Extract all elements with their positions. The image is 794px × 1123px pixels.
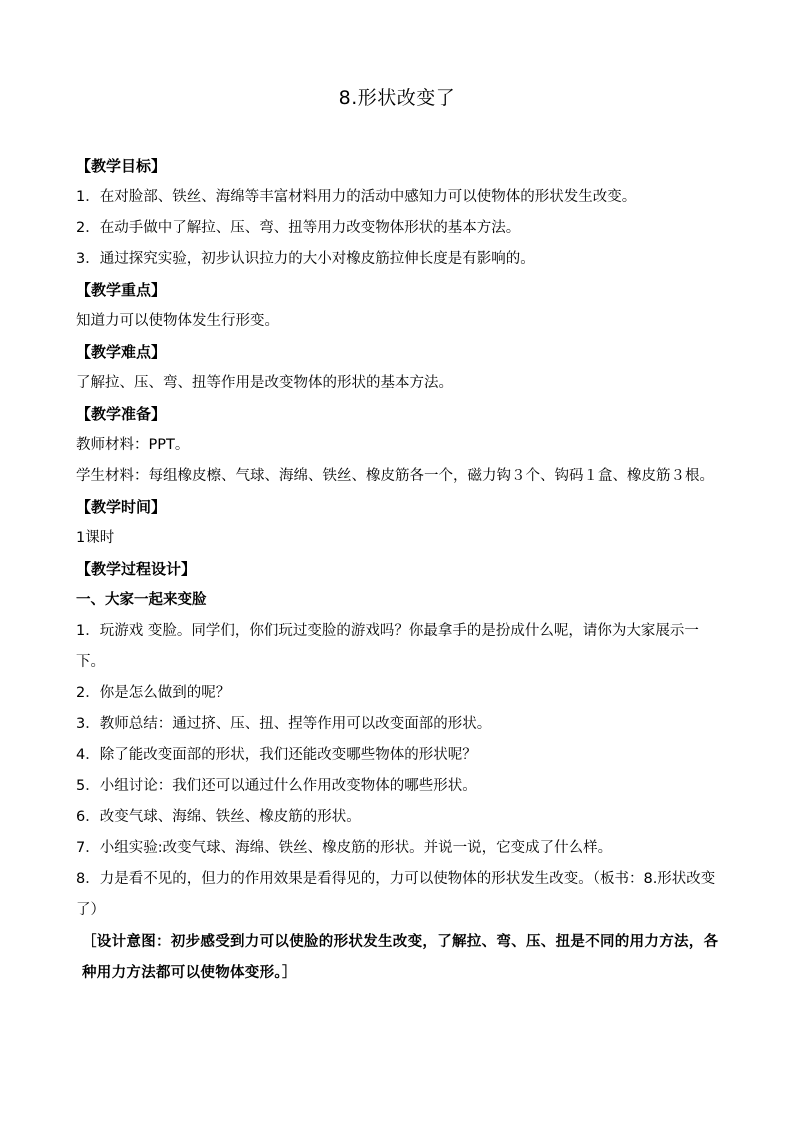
section-heading-objectives: 【教学目标】 xyxy=(76,157,167,175)
process-step: 8．力是看不见的，但力的作用效果是看得见的，力可以使物体的形状发生改变。（板书：8.形状改变了） xyxy=(76,871,716,918)
section-heading-time: 【教学时间】 xyxy=(76,498,167,516)
process-step: 2．你是怎么做到的呢？ xyxy=(76,685,231,701)
document-body xyxy=(76,151,720,988)
process-step: 7．小组实验:改变气球、海绵、铁丝、橡皮筋的形状。并说一说，它变成了什么样。 xyxy=(76,840,613,856)
process-step: 5．小组讨论：我们还可以通过什么作用改变物体的哪些形状。 xyxy=(76,778,477,794)
process-part1-title: 一、大家一起来变脸 xyxy=(76,592,207,608)
process-step: 3．教师总结：通过挤、压、扭、捏等作用可以改变面部的形状。 xyxy=(76,716,492,732)
design-intent-note: ［设计意图：初步感受到力可以使脸的形状发生改变，了解拉、弯、压、扭是不同的用力方法，各种用力方法都可以使物体变形。］ xyxy=(82,933,719,981)
objective-item: 1．在对脸部、铁丝、海绵等丰富材料用力的活动中感知力可以使物体的形状发生改变。 xyxy=(76,189,637,205)
key-points-text: 知道力可以使物体发生行形变。 xyxy=(76,313,279,329)
difficulties-text: 了解拉、压、弯、扭等作用是改变物体的形状的基本方法。 xyxy=(76,375,453,391)
teacher-materials: 教师材料：PPT。 xyxy=(76,437,190,453)
objective-item: 2．在动手做中了解拉、压、弯、扭等用力改变物体形状的基本方法。 xyxy=(76,220,521,236)
section-heading-process: 【教学过程设计】 xyxy=(76,560,197,578)
process-step: 6．改变气球、海绵、铁丝、橡皮筋的形状。 xyxy=(76,809,361,825)
section-heading-preparation: 【教学准备】 xyxy=(76,405,167,423)
objective-item: 3．通过探究实验，初步认识拉力的大小对橡皮筋拉伸长度是有影响的。 xyxy=(76,251,535,267)
process-step: 1．玩游戏 变脸。同学们，你们玩过变脸的游戏吗？你最拿手的是扮成什么呢，请你为大家展示一下。 xyxy=(76,623,699,670)
section-heading-key-points: 【教学重点】 xyxy=(76,281,167,299)
student-materials: 学生材料：每组橡皮檫、气球、海绵、铁丝、橡皮筋各一个，磁力钩３个、钩码１盒、橡皮筋３根。 xyxy=(76,468,714,484)
section-heading-difficulties: 【教学难点】 xyxy=(76,343,167,361)
time-text: 1课时 xyxy=(76,530,115,546)
page-title: 8.形状改变了 xyxy=(338,87,456,109)
process-step: 4．除了能改变面部的形状，我们还能改变哪些物体的形状呢？ xyxy=(76,747,477,763)
